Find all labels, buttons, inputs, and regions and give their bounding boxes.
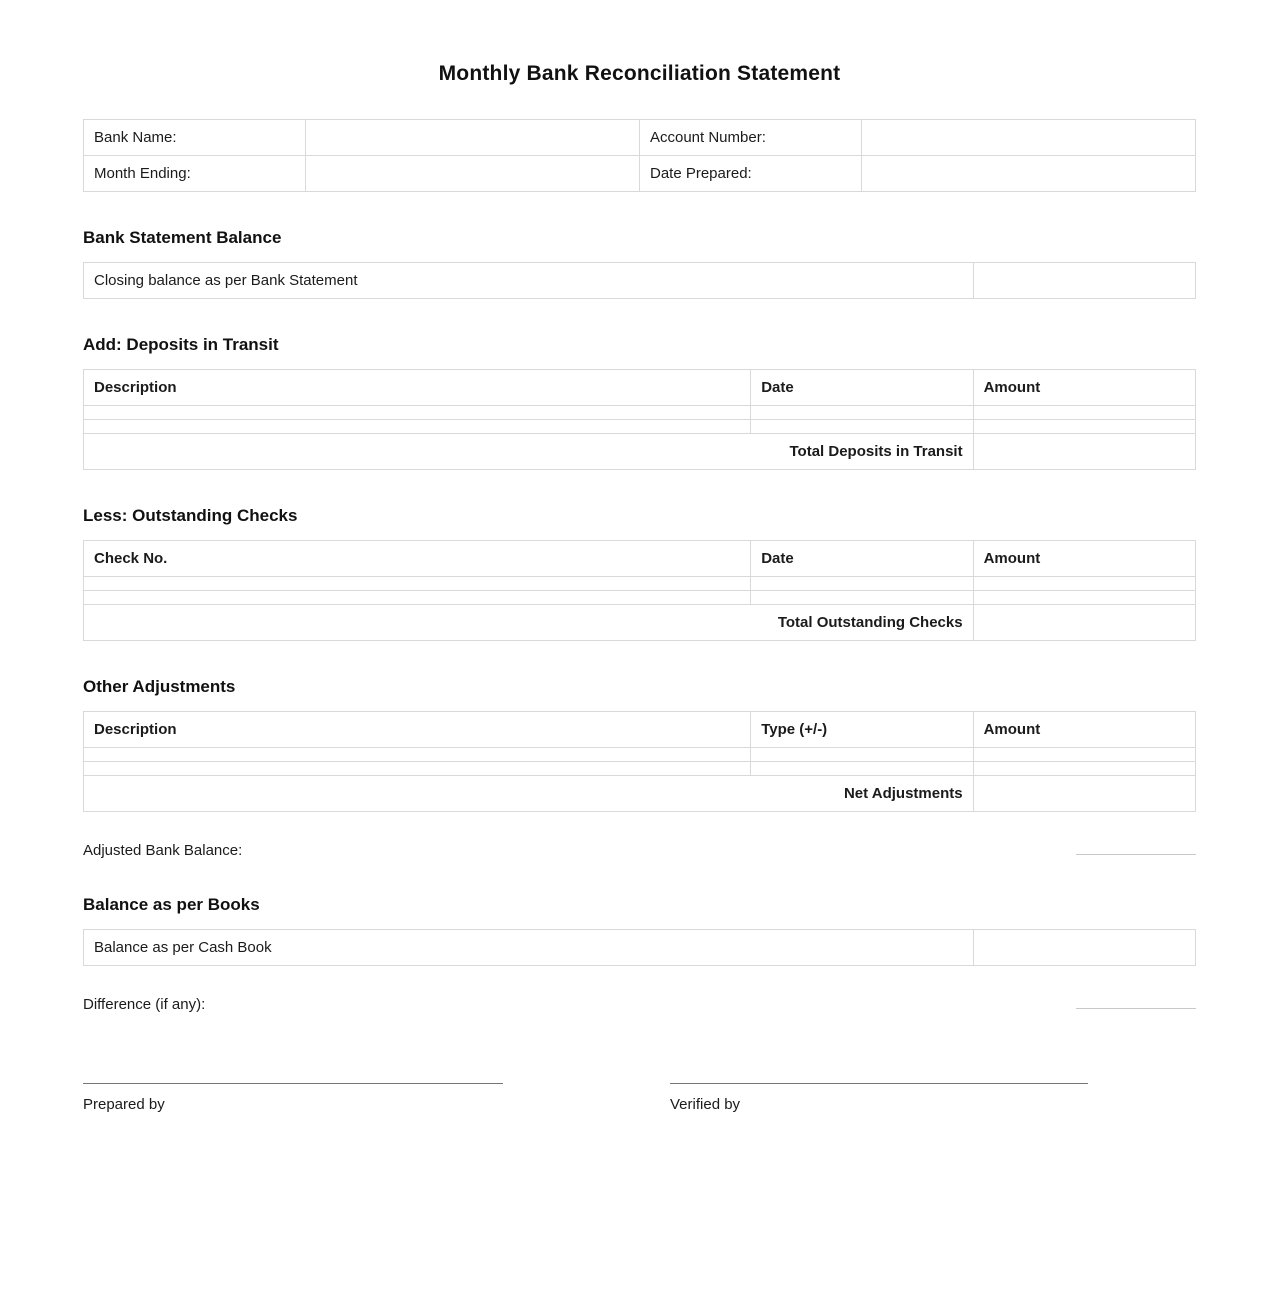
adjusted-bank-balance-field[interactable]: [1076, 839, 1196, 855]
net-adjustments-amount-field[interactable]: [973, 776, 1195, 812]
cash-book-balance-amount-field[interactable]: [973, 930, 1195, 966]
table-row: [84, 156, 1196, 192]
check-no-cell[interactable]: [84, 591, 751, 605]
prepared-by-signature-line[interactable]: [83, 1083, 503, 1084]
column-header-amount: Amount: [973, 370, 1195, 406]
closing-balance-label: Closing balance as per Bank Statement: [84, 263, 974, 299]
total-deposits-label: Total Deposits in Transit: [84, 434, 974, 470]
amount-cell[interactable]: [973, 748, 1195, 762]
column-header-description: Description: [84, 370, 751, 406]
page-title: Monthly Bank Reconciliation Statement: [438, 62, 841, 85]
column-header-description: Description: [84, 712, 751, 748]
column-header-date: Date: [751, 370, 973, 406]
table-header-row: [84, 370, 1196, 406]
date-cell[interactable]: [751, 420, 973, 434]
description-cell[interactable]: [84, 406, 751, 420]
type-cell[interactable]: [751, 762, 973, 776]
section-heading-bank-statement-balance: Bank Statement Balance: [83, 228, 282, 247]
bank-statement-balance-table: [83, 262, 1196, 299]
table-row: [84, 120, 1196, 156]
date-cell[interactable]: [751, 577, 973, 591]
date-cell[interactable]: [751, 591, 973, 605]
prepared-by-block: [83, 1083, 503, 1113]
total-row: [84, 434, 1196, 470]
account-info-table: [83, 119, 1196, 192]
table-row: [84, 591, 1196, 605]
total-row: [84, 605, 1196, 641]
difference-row: [83, 993, 1196, 1013]
bank-name-label: Bank Name:: [84, 120, 306, 156]
column-header-type: Type (+/-): [751, 712, 973, 748]
adjusted-bank-balance-label: Adjusted Bank Balance:: [83, 842, 243, 859]
difference-field[interactable]: [1076, 993, 1196, 1009]
section-heading-outstanding-checks: Less: Outstanding Checks: [83, 506, 298, 525]
bank-name-field[interactable]: [306, 120, 640, 156]
closing-balance-amount-field[interactable]: [973, 263, 1195, 299]
amount-cell[interactable]: [973, 591, 1195, 605]
account-number-field[interactable]: [862, 120, 1196, 156]
table-row: [84, 748, 1196, 762]
type-cell[interactable]: [751, 748, 973, 762]
table-row: [84, 263, 1196, 299]
column-header-check-no: Check No.: [84, 541, 751, 577]
column-header-amount: Amount: [973, 712, 1195, 748]
table-row: [84, 420, 1196, 434]
section-heading-deposits-in-transit: Add: Deposits in Transit: [83, 335, 279, 354]
total-deposits-amount-field[interactable]: [973, 434, 1195, 470]
amount-cell[interactable]: [973, 762, 1195, 776]
verified-by-signature-line[interactable]: [670, 1083, 1088, 1084]
net-adjustments-label: Net Adjustments: [84, 776, 974, 812]
amount-cell[interactable]: [973, 406, 1195, 420]
signature-section: [83, 1083, 1196, 1113]
table-row: [84, 406, 1196, 420]
description-cell[interactable]: [84, 748, 751, 762]
date-cell[interactable]: [751, 406, 973, 420]
date-prepared-field[interactable]: [862, 156, 1196, 192]
amount-cell[interactable]: [973, 577, 1195, 591]
total-row: [84, 776, 1196, 812]
table-row: [84, 930, 1196, 966]
column-header-amount: Amount: [973, 541, 1195, 577]
table-header-row: [84, 541, 1196, 577]
total-outstanding-checks-amount-field[interactable]: [973, 605, 1195, 641]
month-ending-field[interactable]: [306, 156, 640, 192]
deposits-in-transit-table: [83, 369, 1196, 470]
cash-book-balance-label: Balance as per Cash Book: [84, 930, 974, 966]
column-header-date: Date: [751, 541, 973, 577]
verified-by-block: [670, 1083, 1088, 1113]
table-row: [84, 577, 1196, 591]
prepared-by-label: Prepared by: [83, 1096, 165, 1113]
verified-by-label: Verified by: [670, 1096, 741, 1113]
difference-label: Difference (if any):: [83, 996, 206, 1013]
other-adjustments-table: [83, 711, 1196, 812]
total-outstanding-checks-label: Total Outstanding Checks: [84, 605, 974, 641]
date-prepared-label: Date Prepared:: [639, 156, 861, 192]
table-header-row: [84, 712, 1196, 748]
month-ending-label: Month Ending:: [84, 156, 306, 192]
adjusted-bank-balance-row: [83, 839, 1196, 859]
section-heading-other-adjustments: Other Adjustments: [83, 677, 236, 696]
section-heading-balance-as-per-books: Balance as per Books: [83, 895, 260, 914]
description-cell[interactable]: [84, 420, 751, 434]
outstanding-checks-table: [83, 540, 1196, 641]
table-row: [84, 762, 1196, 776]
check-no-cell[interactable]: [84, 577, 751, 591]
document-page: [83, 0, 1196, 1113]
amount-cell[interactable]: [973, 420, 1195, 434]
account-number-label: Account Number:: [639, 120, 861, 156]
balance-as-per-books-table: [83, 929, 1196, 966]
description-cell[interactable]: [84, 762, 751, 776]
